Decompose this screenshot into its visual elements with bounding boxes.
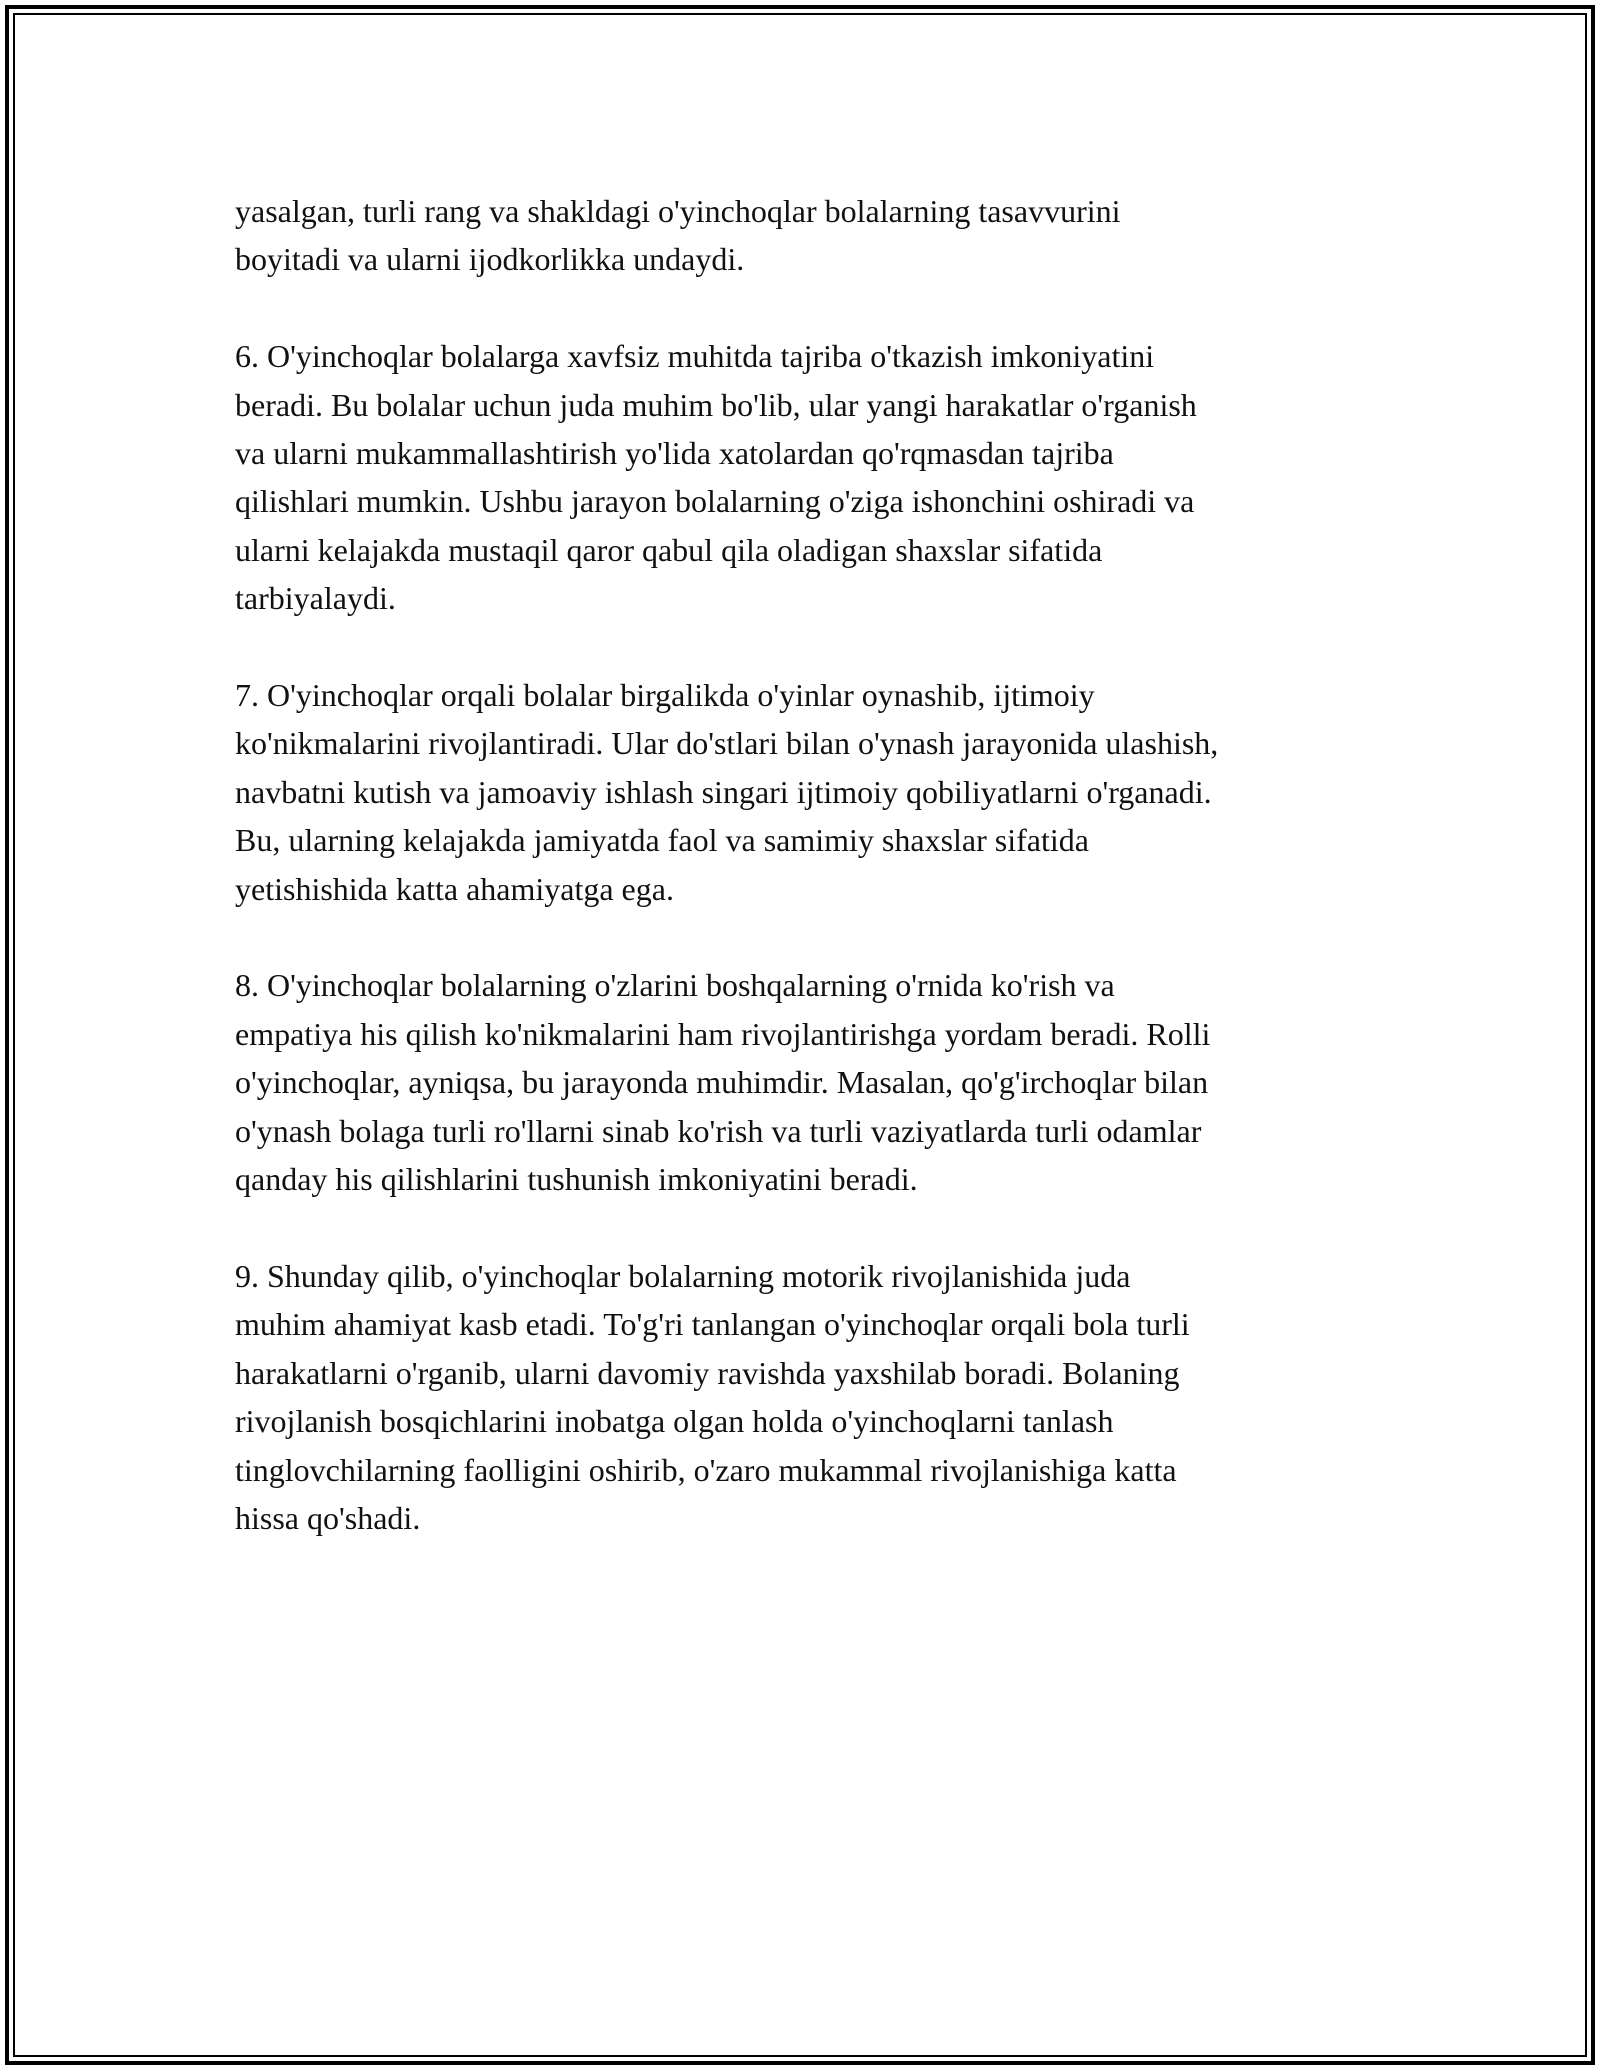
- text-line: 6. O'yinchoqlar bolalarga xavfsiz muhitda tajriba o'tkazish imkoniyatini: [235, 338, 1155, 375]
- text-line: harakatlarni o'rganib, ularni davomiy ravishda yaxshilab boradi. Bolaning: [235, 1354, 1180, 1391]
- text-line: rivojlanish bosqichlarini inobatga olgan holda o'yinchoqlarni tanlash: [235, 1403, 1114, 1440]
- text-line: ko'nikmalarini rivojlantiradi. Ular do'stlari bilan o'ynash jarayonida ulashish,: [235, 725, 1219, 762]
- paragraph-continuation: [235, 187, 1395, 284]
- document-body: [235, 187, 1395, 1591]
- text-line: tarbiyalaydi.: [235, 580, 396, 617]
- text-line: va ularni mukammallashtirish yo'lida xatolardan qo'rqmasdan tajriba: [235, 435, 1114, 472]
- paragraph-item-9: [235, 1252, 1395, 1542]
- text-line: navbatni kutish va jamoaviy ishlash singari ijtimoiy qobiliyatlarni o'rganadi.: [235, 773, 1212, 810]
- paragraph-item-7: [235, 671, 1395, 913]
- text-line: yasalgan, turli rang va shakldagi o'yinchoqlar bolalarning tasavvurini: [235, 193, 1121, 229]
- text-line: qanday his qilishlarini tushunish imkoniyatini beradi.: [235, 1161, 918, 1198]
- paragraph-item-8: [235, 961, 1395, 1203]
- paragraph-item-6: [235, 332, 1395, 622]
- text-line: o'ynash bolaga turli ro'llarni sinab ko'rish va turli vaziyatlarda turli odamlar: [235, 1112, 1202, 1149]
- text-line: ularni kelajakda mustaqil qaror qabul qila oladigan shaxslar sifatida: [235, 531, 1103, 568]
- text-line: boyitadi va ularni ijodkorlikka undaydi.: [235, 241, 745, 278]
- text-line: yetishishida katta ahamiyatga ega.: [235, 870, 674, 907]
- text-line: 8. O'yinchoqlar bolalarning o'zlarini boshqalarning o'rnida ko'rish va: [235, 967, 1115, 1004]
- text-line: o'yinchoqlar, ayniqsa, bu jarayonda muhimdir. Masalan, qo'g'irchoqlar bilan: [235, 1064, 1209, 1101]
- text-line: Bu, ularning kelajakda jamiyatda faol va samimiy shaxslar sifatida: [235, 822, 1089, 859]
- text-line: beradi. Bu bolalar uchun juda muhim bo'lib, ular yangi harakatlar o'rganish: [235, 386, 1197, 423]
- text-line: muhim ahamiyat kasb etadi. To'g'ri tanlangan o'yinchoqlar orqali bola turli: [235, 1306, 1190, 1343]
- text-line: qilishlari mumkin. Ushbu jarayon bolalarning o'ziga ishonchini oshiradi va: [235, 483, 1195, 520]
- text-line: tinglovchilarning faolligini oshirib, o'zaro mukammal rivojlanishiga katta: [235, 1451, 1177, 1488]
- text-line: 7. O'yinchoqlar orqali bolalar birgalikda o'yinlar oynashib, ijtimoiy: [235, 677, 1095, 714]
- text-line: empatiya his qilish ko'nikmalarini ham rivojlantirishga yordam beradi. Rolli: [235, 1015, 1211, 1052]
- text-line: 9. Shunday qilib, o'yinchoqlar bolalarning motorik rivojlanishida juda: [235, 1257, 1131, 1294]
- text-line: hissa qo'shadi.: [235, 1499, 421, 1536]
